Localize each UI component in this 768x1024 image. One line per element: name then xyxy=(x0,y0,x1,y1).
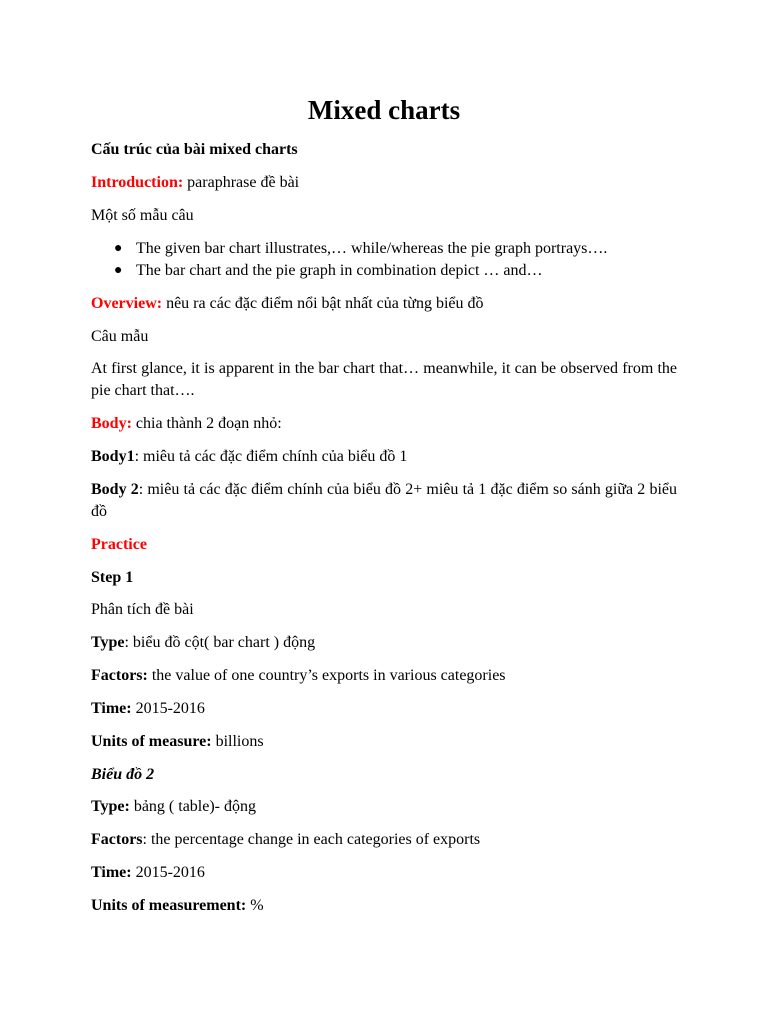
body2-text: : miêu tả các đặc điểm chính của biểu đồ 2+ miêu tả 1 đặc điểm so sánh giữa 2 biểu đồ xyxy=(91,481,678,520)
chart1-units-text: billions xyxy=(211,733,264,750)
introduction-label: Introduction: xyxy=(91,174,184,191)
sample-sentence-heading: Câu mẫu xyxy=(91,328,149,345)
chart2-units-line xyxy=(91,895,677,917)
body-line xyxy=(91,413,677,435)
analysis-line: Phân tích đề bài xyxy=(91,601,194,618)
chart2-type-label: Type: xyxy=(91,798,130,815)
chart1-time-line xyxy=(91,698,677,720)
chart1-type-label: Type xyxy=(91,634,125,651)
bullet-icon: ● xyxy=(114,241,123,256)
body-label: Body: xyxy=(91,415,132,432)
bullet-item: The bar chart and the pie graph in combination depict … and… xyxy=(136,262,543,279)
overview-label: Overview: xyxy=(91,295,163,312)
chart1-factors-text: the value of one country’s exports in various categories xyxy=(147,667,506,684)
body2-line xyxy=(91,479,677,523)
introduction-text: paraphrase đề bài xyxy=(183,174,300,191)
chart1-factors-line xyxy=(91,665,677,687)
body2-label: Body 2 xyxy=(91,481,139,498)
body-text: chia thành 2 đoạn nhỏ: xyxy=(131,415,282,432)
chart1-time-text: 2015-2016 xyxy=(131,700,205,717)
bullet-icon: ● xyxy=(114,263,123,278)
chart2-factors-text: : the percentage change in each categories of exports xyxy=(142,831,481,848)
chart1-time-label: Time: xyxy=(91,700,132,717)
body1-label: Body1 xyxy=(91,448,135,465)
chart2-units-label: Units of measurement: xyxy=(91,897,247,914)
chart2-time-label: Time: xyxy=(91,864,132,881)
body1-text: : miêu tả các đặc điểm chính của biểu đồ 1 xyxy=(134,448,408,465)
chart1-type-text: : biểu đồ cột( bar chart ) động xyxy=(124,634,316,651)
chart2-factors-line xyxy=(91,829,677,851)
chart1-units-line xyxy=(91,731,677,753)
chart2-type-text: bảng ( table)- động xyxy=(129,798,256,815)
page-title: Mixed charts xyxy=(307,95,461,125)
practice-heading: Practice xyxy=(91,536,147,553)
introduction-line xyxy=(91,172,677,194)
sample-heading: Một số mẫu câu xyxy=(91,207,194,224)
chart1-units-label: Units of measure: xyxy=(91,733,212,750)
chart2-heading: Biểu đồ 2 xyxy=(91,766,155,783)
chart2-time-line xyxy=(91,862,677,884)
structure-heading: Cấu trúc của bài mixed charts xyxy=(91,141,298,158)
overview-line xyxy=(91,293,677,315)
chart2-time-text: 2015-2016 xyxy=(131,864,205,881)
step1-heading: Step 1 xyxy=(91,569,134,586)
sample-sentence: At first glance, it is apparent in the bar chart that… meanwhile, it can be observed from the pie chart that…. xyxy=(91,360,677,399)
bullet-item: The given bar chart illustrates,… while/whereas the pie graph portrays…. xyxy=(136,240,608,257)
body1-line xyxy=(91,446,677,468)
chart2-type-line xyxy=(91,796,677,818)
chart1-factors-label: Factors: xyxy=(91,667,148,684)
chart2-factors-label: Factors xyxy=(91,831,143,848)
overview-text: nêu ra các đặc điểm nổi bật nhất của từng biểu đồ xyxy=(162,295,484,312)
chart1-type-line xyxy=(91,632,677,654)
chart2-units-text: % xyxy=(246,897,264,914)
